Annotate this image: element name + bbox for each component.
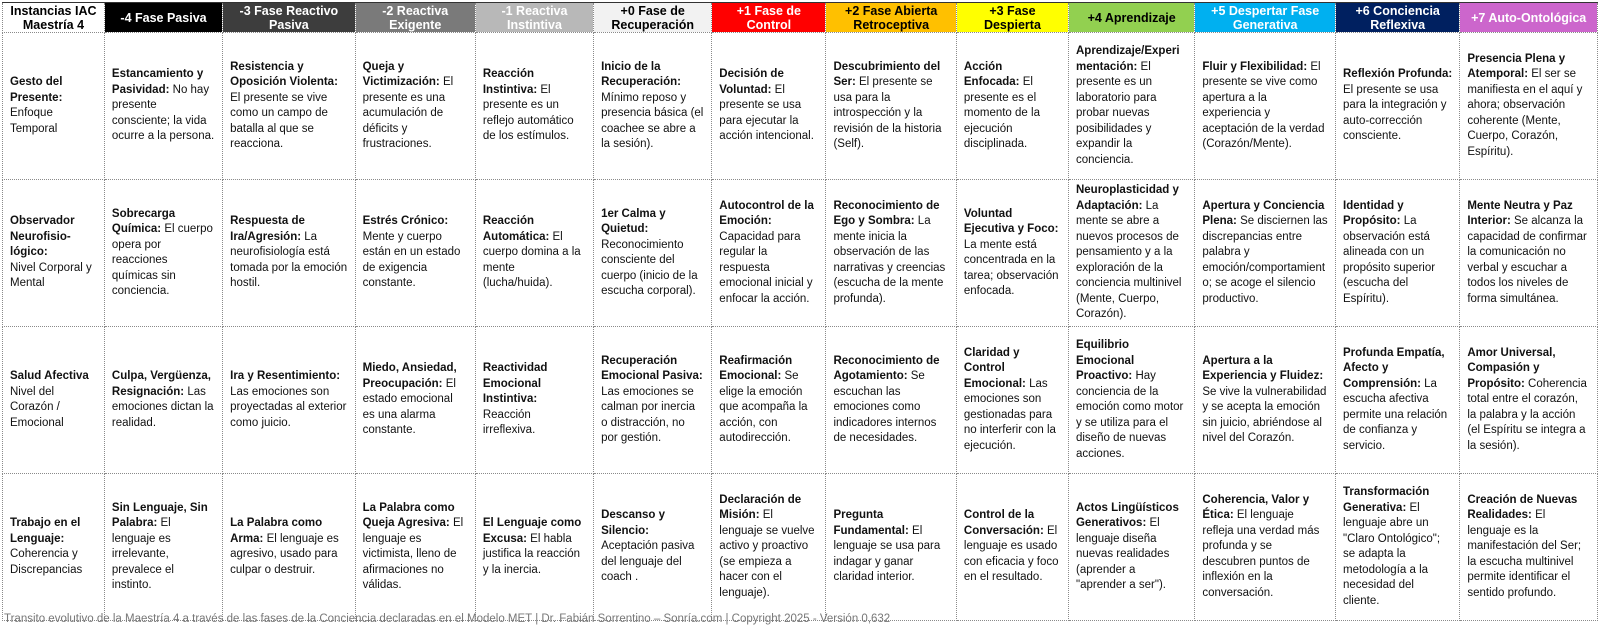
cell-body: Hay conciencia de la emoción como motor y se utiliza para el diseño de nuevas acciones. bbox=[1075, 370, 1184, 460]
table-cell bbox=[1460, 180, 1598, 327]
table-cell bbox=[826, 327, 956, 474]
cell-title: Decisión de Voluntad: bbox=[719, 68, 784, 96]
header-phase-plus-5: +5 Despertar Fase Generativa bbox=[1195, 3, 1336, 33]
row-header-title: Trabajo en el Lenguaje: bbox=[10, 517, 81, 545]
header-phase-plus-6: +6 Conciencia Reflexiva bbox=[1336, 3, 1460, 33]
header-phase-0: +0 Fase de Recuperación bbox=[594, 3, 712, 33]
cell-title: Identidad y Propósito: bbox=[1343, 199, 1404, 228]
cell-body: El lenguaje es agresivo, usado para culpar o destruir. bbox=[230, 532, 339, 576]
header-phase-plus-3: +3 Fase Despierta bbox=[956, 3, 1068, 33]
table-cell bbox=[712, 327, 826, 474]
table-cell bbox=[956, 180, 1068, 327]
cell-title: Miedo, Ansiedad, Preocupación: bbox=[362, 362, 457, 390]
table-cell bbox=[826, 180, 956, 327]
header-phase-minus-4: -4 Fase Pasiva bbox=[104, 3, 222, 33]
cell-title: Ira y Resentimiento: bbox=[230, 370, 341, 382]
header-row bbox=[3, 3, 1598, 33]
table-cell bbox=[355, 180, 475, 327]
cell-body: Las emociones son gestionadas para no interferir con la ejecución. bbox=[963, 377, 1056, 452]
cell-title: Pregunta Fundamental: bbox=[833, 509, 909, 537]
cell-title: Respuesta de Ira/Agresión: bbox=[230, 215, 305, 243]
table-cell bbox=[223, 180, 355, 327]
cell-body: Mínimo reposo y presencia básica (el coachee se abre a la sesión). bbox=[601, 91, 704, 150]
table-cell bbox=[223, 33, 355, 180]
table-cell bbox=[594, 474, 712, 621]
row-header-title: Observador Neurofisio-lógico: bbox=[10, 215, 75, 259]
table-cell bbox=[594, 33, 712, 180]
row-header-subtitle: Nivel Corporal y Mental bbox=[10, 261, 92, 290]
cell-title: Descanso y Silencio: bbox=[601, 509, 666, 537]
table-cell bbox=[1195, 33, 1336, 180]
cell-body: La observación está alineada con un propósito superior (escucha del Espíritu). bbox=[1343, 215, 1436, 305]
header-phase-minus-3: -3 Fase Reactivo Pasiva bbox=[223, 3, 355, 33]
cell-body: El presente se usa para la integración y auto-corrección consciente. bbox=[1343, 83, 1447, 143]
cell-body: El lenguaje es victimista, lleno de afirmaciones no válidas. bbox=[362, 517, 464, 591]
cell-title: Presencia Plena y Atemporal: bbox=[1467, 52, 1566, 81]
cell-body: El lenguaje se usa para indagar y ganar claridad interior. bbox=[833, 524, 941, 584]
table-cell bbox=[594, 180, 712, 327]
cell-title: Reactividad Emocional Instintiva: bbox=[482, 362, 548, 406]
table-cell bbox=[1068, 180, 1194, 327]
cell-title: Reconocimiento de Agotamiento: bbox=[833, 354, 940, 382]
cell-body: La mente está concentrada en la tarea; observación enfocada. bbox=[963, 238, 1059, 297]
row-header bbox=[3, 327, 105, 474]
table-cell bbox=[475, 33, 593, 180]
cell-title: Apertura a la Experiencia y Fluidez: bbox=[1202, 354, 1324, 382]
cell-body: El lenguaje es la manifestación del Ser; la escucha multinivel permite identificar el sentido profundo. bbox=[1467, 509, 1582, 599]
row-header bbox=[3, 180, 105, 327]
cell-body: Las emociones se calman por inercia o distracción, no por gestión. bbox=[601, 385, 696, 444]
cell-title: Resistencia y Oposición Violenta: bbox=[230, 60, 338, 88]
table-cell bbox=[1195, 180, 1336, 327]
cell-title: Fluir y Flexibilidad: bbox=[1202, 60, 1308, 73]
row-header-subtitle: Coherencia y Discrepancias bbox=[10, 548, 83, 576]
header-phase-plus-4: +4 Aprendizaje bbox=[1068, 3, 1194, 33]
table-cell bbox=[956, 33, 1068, 180]
cell-title: Equilibrio Emocional Proactivo: bbox=[1075, 339, 1135, 382]
cell-title: Control de la Conversación: bbox=[963, 509, 1044, 537]
cell-title: Culpa, Vergüenza, Resignación: bbox=[111, 370, 211, 398]
table-cell bbox=[1336, 180, 1460, 327]
table-cell bbox=[223, 474, 355, 621]
cell-title: Autocontrol de la Emoción: bbox=[719, 199, 814, 228]
cell-title: El Lenguaje como Excusa: bbox=[482, 517, 582, 545]
table-cell bbox=[355, 33, 475, 180]
cell-title: Reflexión Profunda: bbox=[1343, 68, 1453, 81]
cell-title: La Palabra como Arma: bbox=[230, 517, 323, 545]
cell-body: El lenguaje es usado con eficacia y foco en el resultado. bbox=[963, 524, 1059, 584]
header-instancias: Instancias IAC Maestría 4 bbox=[3, 3, 105, 33]
cell-title: Reacción Instintiva: bbox=[482, 68, 538, 96]
table-cell bbox=[712, 33, 826, 180]
header-phase-plus-7: +7 Auto-Ontológica bbox=[1460, 3, 1598, 33]
cell-body: La neurofisiología está tomada por la emoción hostil. bbox=[230, 230, 348, 290]
cell-body: El lenguaje refleja una verdad más profunda y se descubren puntos de inflexión en la conversación. bbox=[1202, 509, 1320, 599]
cell-title: Reacción Automática: bbox=[482, 215, 550, 243]
cell-title: Recuperación Emocional Pasiva: bbox=[601, 354, 703, 382]
header-phase-minus-1: -1 Reactiva Instintiva bbox=[475, 3, 593, 33]
cell-body: Coherencia total entre el corazón, la palabra y la acción (el Espíritu se integra a la sesión). bbox=[1467, 377, 1587, 452]
table-cell bbox=[1195, 327, 1336, 474]
table-cell bbox=[1068, 33, 1194, 180]
cell-title: Actos Lingüísticos Generativos: bbox=[1075, 501, 1179, 529]
cell-body: Capacidad para regular la respuesta emocional inicial y enfocar la acción. bbox=[719, 230, 813, 305]
cell-body: Se disciernen las discrepancias entre palabra y emoción/comportamiento; se acoge el silencio productivo. bbox=[1202, 215, 1328, 305]
cell-title: Inicio de la Recuperación: bbox=[601, 60, 681, 88]
cell-body: El cuerpo domina a la mente (lucha/huida). bbox=[482, 230, 581, 290]
table-cell bbox=[1195, 474, 1336, 621]
table-cell bbox=[826, 474, 956, 621]
table-cell bbox=[712, 474, 826, 621]
cell-body: El presente se vive como apertura a la experiencia y aceptación de la verdad (Corazón/Mente). bbox=[1202, 60, 1325, 150]
cell-title: Estrés Crónico: bbox=[362, 215, 449, 228]
cell-title: Estancamiento y Pasividad: bbox=[111, 68, 204, 96]
cell-title: Acción Enfocada: bbox=[963, 60, 1020, 88]
cell-title: Descubrimiento del Ser: bbox=[833, 60, 941, 88]
cell-body: El lenguaje diseña nuevas realidades (aprender a "aprender a ser"). bbox=[1075, 517, 1170, 591]
table-cell bbox=[223, 327, 355, 474]
cell-title: Declaración de Misión: bbox=[719, 493, 802, 522]
table-cell bbox=[956, 474, 1068, 621]
cell-title: Mente Neutra y Paz Interior: bbox=[1467, 199, 1573, 228]
row-header-title: Gesto del Presente: bbox=[10, 76, 63, 104]
cell-body: El presente es una acumulación de déficits y frustraciones. bbox=[362, 76, 454, 150]
table-cell bbox=[104, 327, 222, 474]
table-cell bbox=[1068, 327, 1194, 474]
cell-title: Apertura y Conciencia Plena: bbox=[1202, 199, 1325, 228]
cell-body: Se alcanza la capacidad de confirmar la comunicación no verbal y escuchar a todos los niveles de forma simultánea. bbox=[1467, 215, 1587, 305]
cell-title: Queja y Victimización: bbox=[362, 60, 440, 88]
table-cell bbox=[475, 474, 593, 621]
header-phase-minus-2: -2 Reactiva Exigente bbox=[355, 3, 475, 33]
cell-body: Se vive la vulnerabilidad y se acepta la emoción sin juicio, abriéndose al nivel del Corazón. bbox=[1202, 385, 1327, 444]
cell-body: La mente inicia la observación de las narrativas y creencias (escucha de la mente profunda). bbox=[833, 215, 946, 305]
cell-body: Las emociones dictan la realidad. bbox=[111, 385, 214, 429]
table-cell bbox=[104, 474, 222, 621]
table-row bbox=[3, 180, 1598, 327]
cell-title: Amor Universal, Compasión y Propósito: bbox=[1467, 346, 1556, 390]
table-cell bbox=[826, 33, 956, 180]
cell-body: Reacción irreflexiva. bbox=[482, 408, 536, 437]
cell-title: Voluntad Ejecutiva y Foco: bbox=[963, 207, 1059, 235]
cell-title: La Palabra como Queja Agresiva: bbox=[362, 501, 455, 529]
footer-credit: Transito evolutivo de la Maestría 4 a través de las fases de la Conciencia declaradas en el Modelo MET | Dr. Fabián Sorrentino – Sonría.com | Copyright 2025 - Versión 0,632 bbox=[4, 613, 891, 625]
cell-body: El lenguaje es irrelevante, prevalece el instinto. bbox=[111, 517, 174, 591]
cell-body: Aceptación pasiva del lenguaje del coach . bbox=[601, 540, 695, 584]
header-phase-plus-1: +1 Fase de Control bbox=[712, 3, 826, 33]
table-cell bbox=[355, 327, 475, 474]
cell-title: Creación de Nuevas Realidades: bbox=[1467, 493, 1578, 522]
row-header bbox=[3, 33, 105, 180]
cell-body: Las emociones son proyectadas al exterior como juicio. bbox=[230, 385, 347, 429]
table-cell bbox=[1460, 474, 1598, 621]
cell-body: El presente es un laboratorio para probar nuevas posibilidades y expandir la conciencia. bbox=[1075, 60, 1157, 166]
row-header-subtitle: Enfoque Temporal bbox=[10, 107, 58, 135]
table-cell bbox=[1336, 327, 1460, 474]
cell-body: La escucha afectiva permite una relación de confianza y servicio. bbox=[1343, 377, 1448, 452]
cell-title: Profunda Empatía, Afecto y Comprensión: bbox=[1343, 346, 1445, 390]
cell-title: Aprendizaje/Experimentación: bbox=[1075, 45, 1180, 73]
row-header-subtitle: Nivel del Corazón / Emocional bbox=[10, 385, 64, 429]
cell-body: Se elige la emoción que acompaña la acción, con autodirección. bbox=[719, 370, 808, 444]
table-cell bbox=[1068, 474, 1194, 621]
maestria-table bbox=[2, 2, 1598, 621]
cell-body: El presente se usa para la introspección y la revisión de la historia (Self). bbox=[833, 76, 942, 150]
table-body bbox=[3, 33, 1598, 621]
cell-title: Reafirmación Emocional: bbox=[719, 354, 793, 382]
cell-body: El presente es el momento de la ejecución disciplinada. bbox=[963, 76, 1040, 150]
cell-body: El presente es un reflejo automático de los estímulos. bbox=[482, 83, 574, 143]
cell-body: El lenguaje abre un "Claro Ontológico"; se adapta la metodología a la necesidad del cliente. bbox=[1343, 501, 1441, 607]
table-cell bbox=[104, 180, 222, 327]
cell-title: Neuroplasticidad y Adaptación: bbox=[1075, 184, 1179, 212]
cell-body: La mente se abre a nuevos procesos de pensamiento y a la exploración de la conciencia multinivel (Mente, Cuerpo, Corazón). bbox=[1075, 199, 1182, 321]
cell-title: Sobrecarga Química: bbox=[111, 207, 176, 235]
table-row bbox=[3, 474, 1598, 621]
table-cell bbox=[1460, 33, 1598, 180]
table-cell bbox=[104, 33, 222, 180]
header-phase-plus-2: +2 Fase Abierta Retroceptiva bbox=[826, 3, 956, 33]
table-cell bbox=[712, 180, 826, 327]
cell-title: 1er Calma y Quietud: bbox=[601, 207, 666, 235]
cell-body: El presente se usa para ejecutar la acción intencional. bbox=[719, 83, 814, 143]
table-cell bbox=[1460, 327, 1598, 474]
cell-title: Coherencia, Valor y Ética: bbox=[1202, 493, 1310, 522]
cell-body: El cuerpo opera por reacciones químicas sin conciencia. bbox=[111, 223, 213, 297]
table-row bbox=[3, 33, 1598, 180]
table-cell bbox=[475, 327, 593, 474]
cell-body: Se escuchan las emociones como indicadores internos de necesidades. bbox=[833, 370, 937, 444]
cell-title: Sin Lenguaje, Sin Palabra: bbox=[111, 501, 208, 529]
table-row bbox=[3, 327, 1598, 474]
cell-body: El ser se manifiesta en el aquí y ahora; observación coherente (Mente, Cuerpo, Corazón, Espíritu). bbox=[1467, 68, 1583, 158]
table-cell bbox=[355, 474, 475, 621]
cell-title: Transformación Generativa: bbox=[1343, 486, 1430, 514]
row-header-title: Salud Afectiva bbox=[10, 370, 89, 382]
cell-body: El lenguaje se vuelve activo y proactivo (se empieza a hacer con el lenguaje). bbox=[719, 509, 815, 599]
cell-body: El habla justifica la reacción y la inercia. bbox=[482, 532, 581, 576]
cell-body: No hay presente consciente; la vida ocurre a la persona. bbox=[111, 83, 215, 143]
cell-body: El estado emocional es una alarma constante. bbox=[362, 377, 456, 437]
table-cell bbox=[956, 327, 1068, 474]
cell-title: Reconocimiento de Ego y Sombra: bbox=[833, 199, 940, 228]
cell-body: Reconocimiento consciente del cuerpo (inicio de la escucha corporal). bbox=[601, 238, 698, 297]
cell-title: Claridad y Control Emocional: bbox=[963, 346, 1026, 390]
cell-body: Mente y cuerpo están en un estado de exigencia constante. bbox=[362, 230, 461, 290]
table-cell bbox=[594, 327, 712, 474]
table-cell bbox=[1336, 474, 1460, 621]
cell-body: El presente se vive como un campo de batalla al que se reacciona. bbox=[230, 91, 328, 150]
table-cell bbox=[475, 180, 593, 327]
table-cell bbox=[1336, 33, 1460, 180]
row-header bbox=[3, 474, 105, 621]
